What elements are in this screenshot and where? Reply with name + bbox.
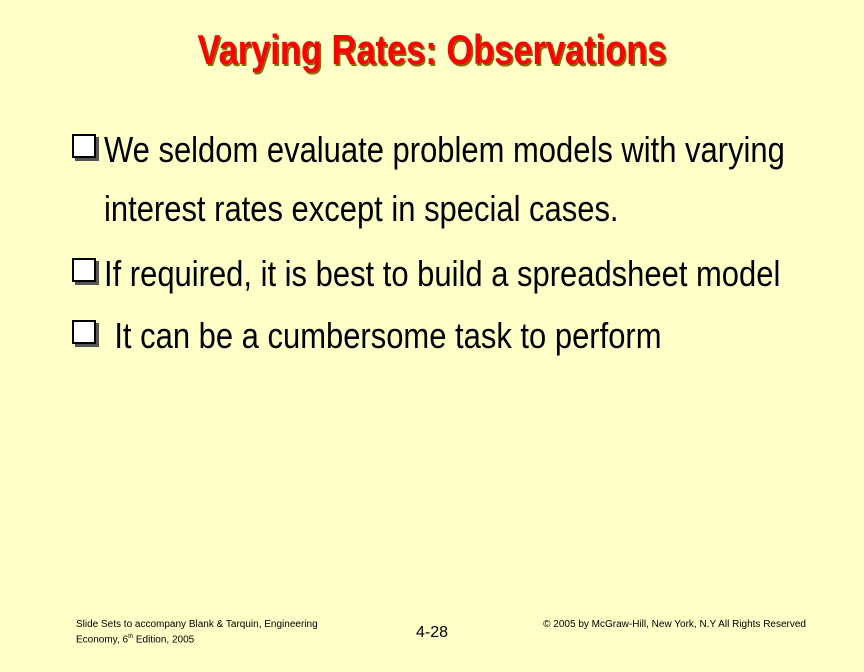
bullet-text: If required, it is best to build a spreadsheet model [104, 253, 781, 294]
bullet-item [72, 244, 832, 303]
footer-edition-suffix: Edition, 2005 [133, 634, 195, 646]
footer-copyright: © 2005 by McGraw-Hill, New York, N.Y All Rights Reserved [543, 619, 806, 630]
checkbox-bullet-icon [72, 134, 96, 158]
checkbox-bullet-icon [72, 258, 96, 282]
bullet-text: We seldom evaluate problem models with varying interest rates except in special cases. [104, 129, 785, 229]
checkbox-bullet-icon [72, 320, 96, 344]
bullet-item [72, 120, 832, 238]
footer-edition-prefix: Economy, 6 [76, 634, 129, 646]
footer-source-line1: Slide Sets to accompany Blank & Tarquin, Engineering [76, 619, 318, 630]
page-number: 4-28 [415, 624, 449, 641]
bullet-text: It can be a cumbersome task to perform [114, 315, 662, 356]
slide-title: Varying Rates: Observations [197, 26, 667, 73]
bullet-list [72, 120, 832, 365]
bullet-item [72, 306, 832, 365]
footer-edition-sup: th [128, 634, 134, 640]
